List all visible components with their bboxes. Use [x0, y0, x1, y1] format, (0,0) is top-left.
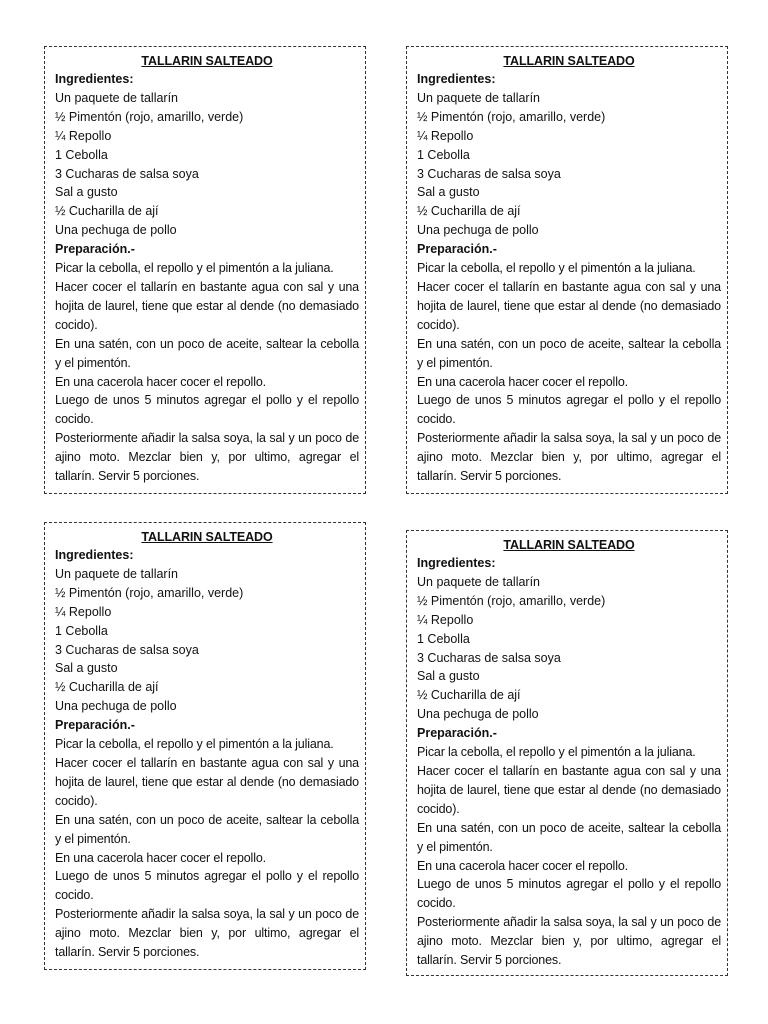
ingredient-item: ½ Cucharilla de ají	[417, 688, 521, 703]
preparation-step: Picar la cebolla, el repollo y el pimentón a la juliana.	[417, 261, 696, 276]
ingredient-item: ½ Cucharilla de ají	[55, 204, 159, 219]
ingredient-item: Una pechuga de pollo	[417, 223, 539, 238]
preparation-label: Preparación.-	[417, 242, 497, 257]
ingredient-item: 1 Cebolla	[55, 147, 108, 162]
preparation-step: Posteriormente añadir la salsa soya, la sal y un poco de ajino moto. Mezclar bien y, por ultimo, agregar el tallarín. Servir 5 porciones.	[417, 431, 721, 484]
preparation-step: Luego de unos 5 minutos agregar el pollo y el repollo cocido.	[417, 877, 721, 911]
ingredient-item: 3 Cucharas de salsa soya	[55, 642, 199, 657]
preparation-step: En una satén, con un poco de aceite, saltear la cebolla y el pimentón.	[417, 820, 721, 854]
ingredients-label: Ingredientes:	[417, 556, 496, 570]
preparation-step: Hacer cocer el tallarín en bastante agua con sal y una hojita de laurel, tiene que estar al dende (no demasiado cocido).	[417, 763, 721, 816]
ingredient-item: ½ Pimentón (rojo, amarillo, verde)	[417, 109, 606, 124]
preparation-step: En una satén, con un poco de aceite, saltear la cebolla y el pimentón.	[417, 336, 721, 370]
preparation-step: Picar la cebolla, el repollo y el pimentón a la juliana.	[417, 745, 696, 760]
ingredient-item: Un paquete de tallarín	[417, 574, 541, 589]
preparation-step: En una cacerola hacer cocer el repollo.	[417, 374, 628, 389]
ingredient-item: ¼ Repollo	[417, 612, 474, 627]
ingredient-item: 3 Cucharas de salsa soya	[55, 166, 199, 181]
ingredient-item: Una pechuga de pollo	[55, 699, 177, 714]
preparation-label: Preparación.-	[417, 726, 497, 741]
recipe-title: TALLARIN SALTEADO	[503, 54, 635, 68]
ingredient-item: ½ Pimentón (rojo, amarillo, verde)	[55, 109, 244, 124]
ingredient-item: ¼ Repollo	[417, 128, 474, 143]
recipe-card	[44, 46, 366, 494]
ingredient-item: ½ Cucharilla de ají	[55, 680, 159, 695]
ingredient-item: 1 Cebolla	[417, 631, 470, 646]
preparation-step: Luego de unos 5 minutos agregar el pollo y el repollo cocido.	[55, 393, 359, 427]
ingredient-item: ¼ Repollo	[55, 128, 112, 143]
ingredient-item: 3 Cucharas de salsa soya	[417, 166, 561, 181]
preparation-step: Posteriormente añadir la salsa soya, la sal y un poco de ajino moto. Mezclar bien y, por ultimo, agregar el tallarín. Servir 5 porciones.	[417, 915, 721, 968]
preparation-step: Posteriormente añadir la salsa soya, la sal y un poco de ajino moto. Mezclar bien y, por ultimo, agregar el tallarín. Servir 5 porciones.	[55, 431, 359, 484]
preparation-step: Luego de unos 5 minutos agregar el pollo y el repollo cocido.	[417, 393, 721, 427]
ingredient-item: Una pechuga de pollo	[417, 707, 539, 722]
preparation-step: En una satén, con un poco de aceite, saltear la cebolla y el pimentón.	[55, 336, 359, 370]
preparation-step: Hacer cocer el tallarín en bastante agua con sal y una hojita de laurel, tiene que estar al dende (no demasiado cocido).	[55, 755, 359, 808]
recipe-card	[44, 522, 366, 970]
ingredient-item: Un paquete de tallarín	[417, 90, 541, 105]
preparation-step: En una cacerola hacer cocer el repollo.	[55, 850, 266, 865]
ingredient-item: ½ Pimentón (rojo, amarillo, verde)	[417, 593, 606, 608]
recipe-card	[406, 530, 728, 976]
ingredient-item: Una pechuga de pollo	[55, 223, 177, 238]
ingredient-item: ½ Pimentón (rojo, amarillo, verde)	[55, 585, 244, 600]
preparation-step: En una satén, con un poco de aceite, saltear la cebolla y el pimentón.	[55, 812, 359, 846]
preparation-step: En una cacerola hacer cocer el repollo.	[55, 374, 266, 389]
ingredient-item: Un paquete de tallarín	[55, 566, 179, 581]
preparation-step: En una cacerola hacer cocer el repollo.	[417, 858, 628, 873]
preparation-step: Picar la cebolla, el repollo y el pimentón a la juliana.	[55, 261, 334, 276]
preparation-step: Luego de unos 5 minutos agregar el pollo y el repollo cocido.	[55, 869, 359, 903]
ingredient-item: 3 Cucharas de salsa soya	[417, 650, 561, 665]
preparation-step: Picar la cebolla, el repollo y el pimentón a la juliana.	[55, 737, 334, 752]
recipe-title: TALLARIN SALTEADO	[141, 530, 273, 544]
ingredients-label: Ingredientes:	[55, 548, 134, 562]
recipe-title: TALLARIN SALTEADO	[141, 54, 273, 68]
ingredient-item: Un paquete de tallarín	[55, 90, 179, 105]
preparation-step: Hacer cocer el tallarín en bastante agua con sal y una hojita de laurel, tiene que estar al dende (no demasiado cocido).	[55, 279, 359, 332]
recipe-card	[406, 46, 728, 494]
ingredient-item: Sal a gusto	[417, 669, 480, 684]
ingredient-item: 1 Cebolla	[417, 147, 470, 162]
ingredient-item: 1 Cebolla	[55, 623, 108, 638]
recipe-title: TALLARIN SALTEADO	[503, 538, 635, 552]
ingredient-item: Sal a gusto	[55, 661, 118, 676]
preparation-step: Posteriormente añadir la salsa soya, la sal y un poco de ajino moto. Mezclar bien y, por ultimo, agregar el tallarín. Servir 5 porciones.	[55, 907, 359, 960]
ingredient-item: ¼ Repollo	[55, 604, 112, 619]
ingredients-label: Ingredientes:	[417, 72, 496, 86]
ingredient-item: Sal a gusto	[55, 185, 118, 200]
preparation-label: Preparación.-	[55, 242, 135, 257]
preparation-label: Preparación.-	[55, 718, 135, 733]
ingredients-label: Ingredientes:	[55, 72, 134, 86]
preparation-step: Hacer cocer el tallarín en bastante agua con sal y una hojita de laurel, tiene que estar al dende (no demasiado cocido).	[417, 279, 721, 332]
ingredient-item: Sal a gusto	[417, 185, 480, 200]
ingredient-item: ½ Cucharilla de ají	[417, 204, 521, 219]
